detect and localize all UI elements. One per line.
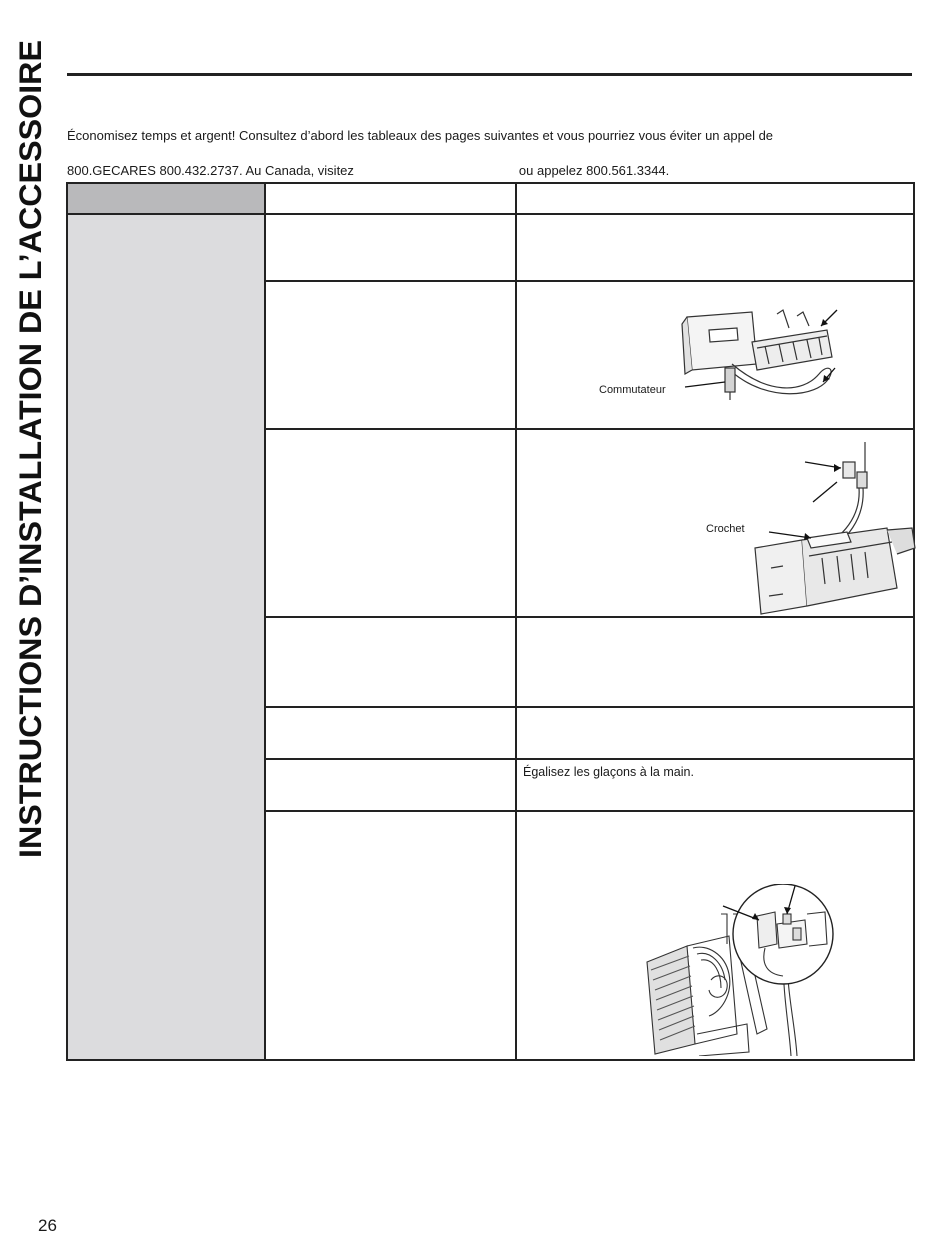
top-rule <box>67 73 912 76</box>
crochet-label: Crochet <box>706 523 745 535</box>
icemaker-switch-illustration <box>597 302 847 422</box>
intro-line-1: Économisez temps et argent! Consultez d’abord les tableaux des pages suivantes et vous pourriez vous éviter un appel de <box>67 128 774 143</box>
header-problem <box>67 183 265 214</box>
page-number: 26 <box>38 1216 57 1235</box>
solution-cell <box>516 429 914 617</box>
side-title-text: INSTRUCTIONS D’INSTALLATION DE L’ACCESSOIRE <box>12 59 48 858</box>
solution-cell: Égalisez les glaçons à la main. <box>516 759 914 811</box>
troubleshooting-table <box>66 182 915 1061</box>
solution-cell <box>516 707 914 759</box>
cause-cell <box>265 281 516 429</box>
solution-cell <box>516 214 914 281</box>
header-cause <box>265 183 516 214</box>
water-valve-illustration <box>637 884 837 1056</box>
cause-cell <box>265 617 516 707</box>
cause-cell <box>265 811 516 1060</box>
table-row <box>67 214 914 281</box>
cause-cell <box>265 759 516 811</box>
icemaker-crochet-illustration <box>747 438 917 616</box>
commutateur-label: Commutateur <box>599 384 666 396</box>
side-title <box>8 30 48 860</box>
intro-phone-text: 800.GECARES 800.432.2737. Au Canada, visitez <box>67 163 354 178</box>
problem-cell <box>67 214 265 1060</box>
solution-cell <box>516 281 914 429</box>
intro-line-2 <box>67 163 669 178</box>
header-solution <box>516 183 914 214</box>
solution-cell <box>516 811 914 1060</box>
cause-cell <box>265 707 516 759</box>
cause-cell <box>265 429 516 617</box>
solution-cell <box>516 617 914 707</box>
intro-canada-phone: ou appelez 800.561.3344. <box>518 163 670 178</box>
cause-cell <box>265 214 516 281</box>
table-header-row <box>67 183 914 214</box>
